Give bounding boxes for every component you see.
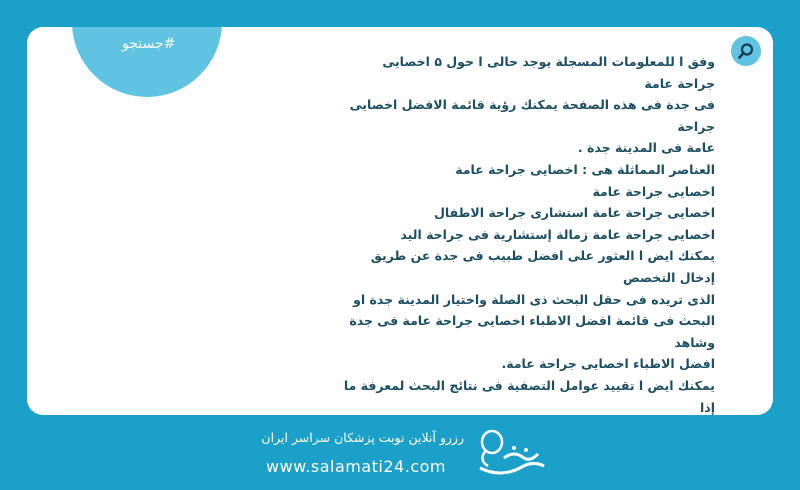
description-line: العناصر المماثلة هی : اخصایی جراحة عامة: [455, 161, 715, 177]
description-line: فی جدة فی هذه الصفحة یمكنك رؤیة قائمة الافضل اخصایی جراحة: [349, 97, 715, 134]
description-text: [343, 51, 715, 415]
description-line: اخصایی جراحة عامة زمالة إستشاریة فی جراحة الید: [400, 226, 715, 242]
description-line: عامة فی المدینة جدة .: [577, 140, 715, 156]
description-line: اخصایی جراحة عامة: [592, 183, 715, 199]
footer-tagline: رزرو آنلاین نوبت پزشکان سراسر ایران: [261, 430, 464, 445]
description-line: افضل الاطباء اخصایی جراحة عامة.: [501, 356, 715, 372]
description-line: یمكنك ایض ا تقیید عوامل التصفیة فی نتائج البحث لمعرفة ما إذا: [343, 377, 715, 415]
footer-url[interactable]: www.salamati24.com: [266, 457, 446, 476]
description-line: الذی تریده فی حقل البحث ذی الصلة واختیار المدینة جدة او: [353, 291, 715, 307]
search-icon: [737, 42, 755, 60]
description-line: اخصایی جراحة عامة استشاری جراحة الاطفال: [434, 205, 715, 221]
search-button[interactable]: [731, 36, 761, 66]
description-line: وفق ا للمعلومات المسجلة یوجد حالی ا حول ۵ اخصایی جراحة عامة: [382, 54, 715, 91]
description-line: البحث فی قائمة افضل الاطباء اخصایی جراحة عامة فی جدة وشاهد: [349, 313, 715, 350]
search-tag-link[interactable]: #جستجو: [122, 36, 176, 52]
salamati-logo-icon: [470, 428, 550, 484]
content-card: [27, 27, 773, 415]
description-line: یمكنك ایض ا العثور علی افضل طبیب فی جدة عن طریق إدخال التخصص: [370, 248, 715, 285]
